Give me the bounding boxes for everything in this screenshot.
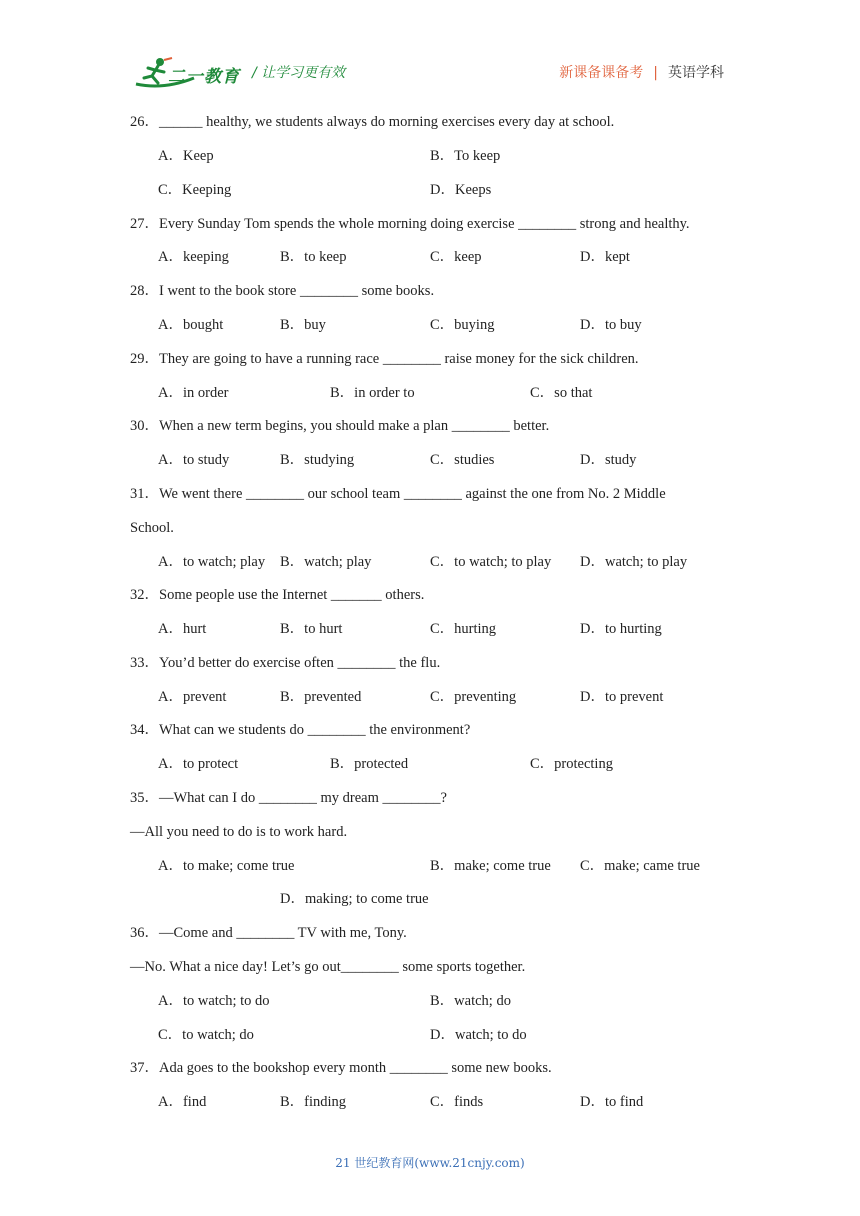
option-a: A．prevent (158, 689, 227, 705)
option-c: C．so that (530, 385, 593, 401)
question-stem: 32．Some people use the Internet _______ others. (130, 587, 425, 603)
option-d: D．kept (580, 249, 630, 265)
question-stem: 33．You’d better do exercise often ________ the flu. (130, 655, 441, 671)
option-b: B．make; come true (430, 858, 551, 874)
option-a: A．to watch; play (158, 554, 266, 570)
option-c: C．to watch; do (158, 1027, 254, 1043)
header-right (559, 62, 724, 82)
question-stem: 35．—What can I do ________ my dream ________? (130, 790, 447, 806)
option-c: C．make; came true (580, 858, 700, 874)
question-stem: 34．What can we students do ________ the environment? (130, 722, 471, 738)
option-b: B．To keep (430, 148, 501, 164)
option-d: D．to buy (580, 317, 642, 333)
option-b: B．to hurt (280, 621, 343, 637)
question-stem: 28．I went to the book store ________ some books. (130, 283, 435, 299)
option-c: C．buying (430, 317, 495, 333)
option-d: D．to find (580, 1094, 644, 1110)
option-d: D．study (580, 452, 637, 468)
question-stem-continued: —No. What a nice day! Let’s go out________ some sports together. (130, 959, 526, 975)
option-b: B．prevented (280, 689, 362, 705)
option-a: A．to protect (158, 756, 239, 772)
option-d: D．making; to come true (280, 891, 429, 907)
option-c: C．studies (430, 452, 495, 468)
question-stem: 31．We went there ________ our school team ________ against the one from No. 2 Middle (130, 486, 666, 502)
option-b: B．in order to (330, 385, 415, 401)
option-a: A．to watch; to do (158, 993, 270, 1009)
option-a: A．Keep (158, 148, 214, 164)
option-a: A．find (158, 1094, 207, 1110)
option-a: A．bought (158, 317, 224, 333)
option-b: B．studying (280, 452, 355, 468)
question-stem: 26．______ healthy, we students always do morning exercises every day at school. (130, 114, 615, 130)
logo-text: 二一教育 (168, 67, 240, 87)
option-c: C．hurting (430, 621, 497, 637)
question-stem: 37．Ada goes to the bookshop every month ________ some new books. (130, 1060, 552, 1076)
page-header (0, 0, 860, 100)
option-c: C．finds (430, 1094, 484, 1110)
option-d: D．watch; to do (430, 1027, 527, 1043)
option-a: A．keeping (158, 249, 229, 265)
option-c: C．preventing (430, 689, 517, 705)
option-c: C．keep (430, 249, 482, 265)
option-b: B．finding (280, 1094, 347, 1110)
header-separator: | (653, 65, 658, 81)
question-stem: 36．—Come and ________ TV with me, Tony. (130, 925, 407, 941)
option-b: B．buy (280, 317, 326, 333)
option-d: D．Keeps (430, 182, 492, 198)
question-stem: 27．Every Sunday Tom spends the whole morning doing exercise ________ strong and healthy. (130, 216, 690, 232)
question-stem-continued: —All you need to do is to work hard. (130, 824, 348, 840)
option-a: A．to make; come true (158, 858, 295, 874)
option-b: B．watch; play (280, 554, 372, 570)
option-c: C．to watch; to play (430, 554, 552, 570)
option-b: B．watch; do (430, 993, 511, 1009)
header-subject: 英语学科 (668, 65, 724, 81)
option-a: A．to study (158, 452, 230, 468)
page-footer: 21 世纪教育网(www.21cnjy.com) (335, 1156, 525, 1170)
question-stem: 29．They are going to have a running race ________ raise money for the sick children. (130, 351, 639, 367)
option-d: D．watch; to play (580, 554, 688, 570)
option-b: B．protected (330, 756, 409, 772)
option-c: C．protecting (530, 756, 613, 772)
option-a: A．hurt (158, 621, 207, 637)
header-category: 新课备课备考 (559, 65, 644, 81)
option-b: B．to keep (280, 249, 347, 265)
header-slogan: / 让学习更有效 (252, 65, 346, 81)
question-stem-continued: School. (130, 520, 174, 536)
question-stem: 30．When a new term begins, you should make a plan ________ better. (130, 418, 550, 434)
option-a: A．in order (158, 385, 229, 401)
option-c: C．Keeping (158, 182, 232, 198)
option-d: D．to prevent (580, 689, 664, 705)
option-d: D．to hurting (580, 621, 662, 637)
